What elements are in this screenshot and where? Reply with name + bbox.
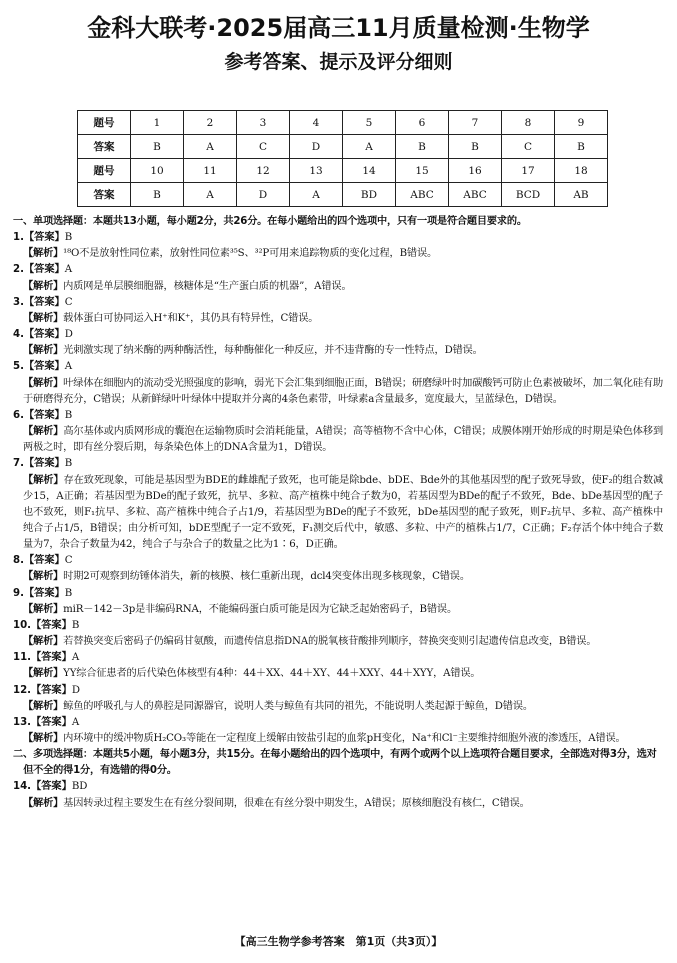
explanation-tag: 【解析】	[23, 345, 64, 357]
table-row-question-numbers	[78, 159, 608, 183]
question-number-cell: 5	[343, 111, 396, 135]
answer-value: BD	[71, 781, 88, 793]
explanation-text: 内环境中的缓冲物质H₂CO₃等能在一定程度上缓解由铵盐引起的血浆pH变化，Na⁺和Cl⁻主要维持细胞外液的渗透压，A错误。	[63, 733, 626, 744]
answer-cell: D	[237, 183, 290, 207]
list-item	[13, 408, 663, 456]
question-number-cell: 2	[184, 111, 237, 135]
list-item	[13, 230, 663, 262]
explanation	[13, 796, 663, 812]
question-number-cell: 3	[237, 111, 290, 135]
explanation-tag: 【解析】	[23, 700, 64, 712]
explanation-text: miR－142－3p是非编码RNA，不能编码蛋白质可能是因为它缺乏起始密码子，B错误。	[63, 603, 457, 615]
explanation-text: 若替换突变后密码子仍编码甘氨酸，而遗传信息指DNA的脱氧核苷酸排列顺序，替换突变则引起遗传信息改变，B错误。	[63, 636, 597, 648]
explanation-tag: 【解析】	[23, 603, 64, 615]
question-number: 10.	[13, 619, 32, 631]
question-number: 3.	[13, 296, 24, 308]
explanation-tag: 【解析】	[23, 280, 64, 292]
answer-cell: A	[184, 183, 237, 207]
answer-value: A	[71, 716, 80, 728]
answer-line	[13, 586, 663, 602]
answer-tag: 【答案】	[31, 619, 72, 631]
answer-line	[13, 779, 663, 795]
section-heading-multi-choice: 二、多项选择题：本题共5小题，每小题3分，共15分。在每小题给出的四个选项中，有两个或两个以上选项符合题目要求，全部选对得3分，选对但不全的得1分，有选错的得0分。	[13, 749, 657, 777]
explanation	[13, 279, 663, 295]
single-choice-items	[13, 230, 663, 747]
section-heading-single-choice: 一、单项选择题：本题共13小题，每小题2分，共26分。在每小题给出的四个选项中，只有一项是符合题目要求的。	[13, 216, 527, 227]
question-number-cell: 1	[131, 111, 184, 135]
answer-cell: ABC	[396, 183, 449, 207]
answer-cell: D	[290, 135, 343, 159]
explanation-text: 鲸鱼的呼吸孔与人的鼻腔是同源器官，说明人类与鲸鱼有共同的祖先，不能说明人类起源于鲸鱼，D错误。	[63, 700, 533, 712]
list-item	[13, 553, 663, 585]
question-number: 8.	[13, 555, 24, 567]
answer-value: A	[64, 264, 73, 276]
question-number: 12.	[13, 684, 32, 696]
answer-cell: AB	[555, 183, 608, 207]
answer-tag: 【答案】	[23, 587, 65, 599]
answer-value: D	[64, 329, 73, 341]
answer-value: C	[64, 555, 73, 567]
row-header: 答案	[78, 135, 131, 159]
page-footer: 【高三生物学参考答案 第1页（共3页）】	[234, 935, 443, 948]
answer-table	[77, 110, 608, 207]
answer-cell: B	[131, 183, 184, 207]
question-number: 7.	[13, 458, 24, 470]
question-number-cell: 17	[502, 159, 555, 183]
explanation-text: 存在致死现象，可能是基因型为BDE的雌雄配子致死，也可能是除bde、bDE、Bde外的其他基因型的配子致死导致，使F₂的组合数减少15，A正确；若基因型为BDe的配子致死，抗早、多粒、高产植株中纯合子数为0，若基因型为BDe的配子不致死，Bde、bDe基因型的配子也不致死，则F₁抗早、多粒、高产植株中纯合子占1/9，若基因型为BDe的配子不致死，bDe基因型的配子致死，则F₂抗早、多粒、高产植株中纯合子占1/5，B错误；由分析可知，bDE型配子一定不致死，F₁测交后代中，敏感、多粒、中产的植株占1/7，C正确；F₂存活个体中纯合子数量为7，杂合子数量为42，纯合子与杂合子的数量之比为1∶6，D正确。	[23, 474, 663, 551]
question-number-cell: 15	[396, 159, 449, 183]
answer-line	[13, 553, 663, 569]
explanation-tag: 【解析】	[23, 377, 64, 389]
list-item	[13, 295, 663, 327]
answer-line	[13, 327, 663, 343]
list-item	[13, 650, 663, 682]
explanation-text: 时期2可观察到纺锤体消失，新的核膜、核仁重新出现，dcl4突变体出现多核现象，C错误。	[63, 571, 470, 583]
list-item	[13, 683, 663, 715]
explanation	[13, 376, 663, 408]
question-number-cell: 10	[131, 159, 184, 183]
explanation-tag: 【解析】	[23, 797, 64, 809]
explanation	[13, 311, 663, 327]
question-number-cell: 4	[290, 111, 343, 135]
explanation-text: 载体蛋白可协同运入H⁺和K⁺，其仍具有特异性，C错误。	[63, 312, 319, 324]
explanation	[13, 424, 663, 456]
answer-value: A	[71, 652, 80, 664]
explanation	[13, 569, 663, 585]
answer-line	[13, 230, 663, 246]
question-number: 11.	[13, 652, 32, 664]
explanation	[13, 731, 663, 747]
question-number-cell: 8	[502, 111, 555, 135]
answer-value: C	[64, 296, 73, 308]
answer-line	[13, 262, 663, 278]
explanation-tag: 【解析】	[23, 426, 64, 438]
question-number: 9.	[13, 587, 24, 599]
answer-cell: B	[396, 135, 449, 159]
table-row-question-numbers	[78, 111, 608, 135]
explanation-tag: 【解析】	[23, 312, 64, 324]
explanation-tag: 【解析】	[23, 733, 64, 744]
answer-value: B	[71, 619, 80, 631]
answer-line	[13, 456, 663, 472]
question-number: 14.	[13, 781, 32, 793]
answer-tag: 【答案】	[31, 781, 72, 793]
answer-line	[13, 295, 663, 311]
question-number-cell: 12	[237, 159, 290, 183]
explanation	[13, 473, 663, 554]
table-row-answers	[78, 135, 608, 159]
answer-line	[13, 618, 663, 634]
explanation-text: 内质网是单层膜细胞器，核糖体是“生产蛋白质的机器”，A错误。	[63, 280, 352, 292]
question-number-cell: 7	[449, 111, 502, 135]
question-number-cell: 11	[184, 159, 237, 183]
list-item	[13, 715, 663, 747]
page-subtitle: 参考答案、提示及评分细则	[224, 51, 453, 73]
explanation-text: ¹⁸O不是放射性同位素，放射性同位素³⁵S、³²P可用来追踪物质的变化过程，B错误。	[63, 248, 438, 260]
explanation-text: 基因转录过程主要发生在有丝分裂间期，很难在有丝分裂中期发生，A错误；原核细胞没有核仁，C错误。	[63, 797, 530, 809]
multi-choice-items	[13, 779, 663, 811]
explanation	[13, 634, 663, 650]
list-item	[13, 359, 663, 407]
answer-cell: BCD	[502, 183, 555, 207]
answer-tag: 【答案】	[23, 361, 65, 373]
question-number: 4.	[13, 329, 24, 341]
list-item	[13, 618, 663, 650]
answer-cell: C	[502, 135, 555, 159]
answer-tag: 【答案】	[23, 458, 65, 470]
page-title: 金科大联考·2025届高三11月质量检测·生物学	[87, 14, 590, 42]
explanation	[13, 699, 663, 715]
explanation-tag: 【解析】	[23, 474, 64, 486]
row-header: 题号	[78, 111, 131, 135]
answer-cell: A	[290, 183, 343, 207]
question-number-cell: 16	[449, 159, 502, 183]
answer-cell: B	[449, 135, 502, 159]
explanation	[13, 666, 663, 682]
list-item	[13, 456, 663, 553]
table-row-answers	[78, 183, 608, 207]
answer-line	[13, 715, 663, 731]
content	[13, 214, 663, 812]
question-number-cell: 14	[343, 159, 396, 183]
explanation-tag: 【解析】	[23, 668, 64, 680]
explanation-tag: 【解析】	[23, 248, 64, 260]
answer-value: D	[71, 684, 80, 696]
answer-tag: 【答案】	[23, 264, 65, 276]
answer-value: B	[64, 232, 73, 244]
answer-value: A	[64, 361, 73, 373]
answer-tag: 【答案】	[23, 409, 65, 421]
question-number-cell: 9	[555, 111, 608, 135]
answer-tag: 【答案】	[23, 329, 65, 341]
explanation	[13, 246, 663, 262]
list-item	[13, 262, 663, 294]
explanation-tag: 【解析】	[23, 636, 64, 648]
row-header: 答案	[78, 183, 131, 207]
answer-tag: 【答案】	[23, 232, 65, 244]
question-number: 1.	[13, 232, 24, 244]
explanation-text: 光刺激实现了纳米酶的两种酶活性，每种酶催化一种反应，并不违背酶的专一性特点，D错误。	[63, 345, 483, 357]
answer-line	[13, 359, 663, 375]
explanation-tag: 【解析】	[23, 571, 64, 583]
answer-tag: 【答案】	[31, 716, 72, 728]
explanation	[13, 602, 663, 618]
answer-tag: 【答案】	[31, 684, 72, 696]
question-number: 6.	[13, 409, 24, 421]
answer-cell: B	[131, 135, 184, 159]
answer-cell: BD	[343, 183, 396, 207]
answer-value: B	[64, 587, 73, 599]
answer-line	[13, 408, 663, 424]
question-number: 2.	[13, 264, 24, 276]
question-number-cell: 13	[290, 159, 343, 183]
list-item	[13, 779, 663, 811]
answer-value: B	[64, 409, 73, 421]
answer-line	[13, 683, 663, 699]
answer-tag: 【答案】	[31, 652, 72, 664]
answer-cell: ABC	[449, 183, 502, 207]
explanation-text: YY综合征患者的后代染色体核型有4种：44＋XX、44＋XY、44＋XXY、44＋XYY，A错误。	[63, 668, 481, 680]
question-number-cell: 6	[396, 111, 449, 135]
list-item	[13, 327, 663, 359]
explanation-text: 叶绿体在细胞内的流动受光照强度的影响，弱光下会汇集到细胞正面，B错误；研磨绿叶时加碳酸钙可防止色素被破坏，加二氧化硅有助于研磨得充分，C错误；从新鲜绿叶叶绿体中提取并分离的4条色素带，叶绿素a含量最多，宽度最大，呈蓝绿色，D错误。	[23, 377, 663, 405]
answer-tag: 【答案】	[23, 296, 65, 308]
question-number-cell: 18	[555, 159, 608, 183]
answer-tag: 【答案】	[23, 555, 65, 567]
question-number: 13.	[13, 716, 32, 728]
answer-cell: B	[555, 135, 608, 159]
explanation	[13, 343, 663, 359]
row-header: 题号	[78, 159, 131, 183]
list-item	[13, 586, 663, 618]
answer-value: B	[64, 458, 73, 470]
answer-cell: A	[343, 135, 396, 159]
answer-line	[13, 650, 663, 666]
question-number: 5.	[13, 361, 24, 373]
answer-cell: C	[237, 135, 290, 159]
explanation-text: 高尔基体或内质网形成的囊泡在运输物质时会消耗能量，A错误；高等植物不含中心体，C错误；成膜体刚开始形成的时期是染色体移到两极之时，即有丝分裂后期，每条染色体上的DNA含量为1，D错误。	[23, 426, 663, 454]
answer-cell: A	[184, 135, 237, 159]
